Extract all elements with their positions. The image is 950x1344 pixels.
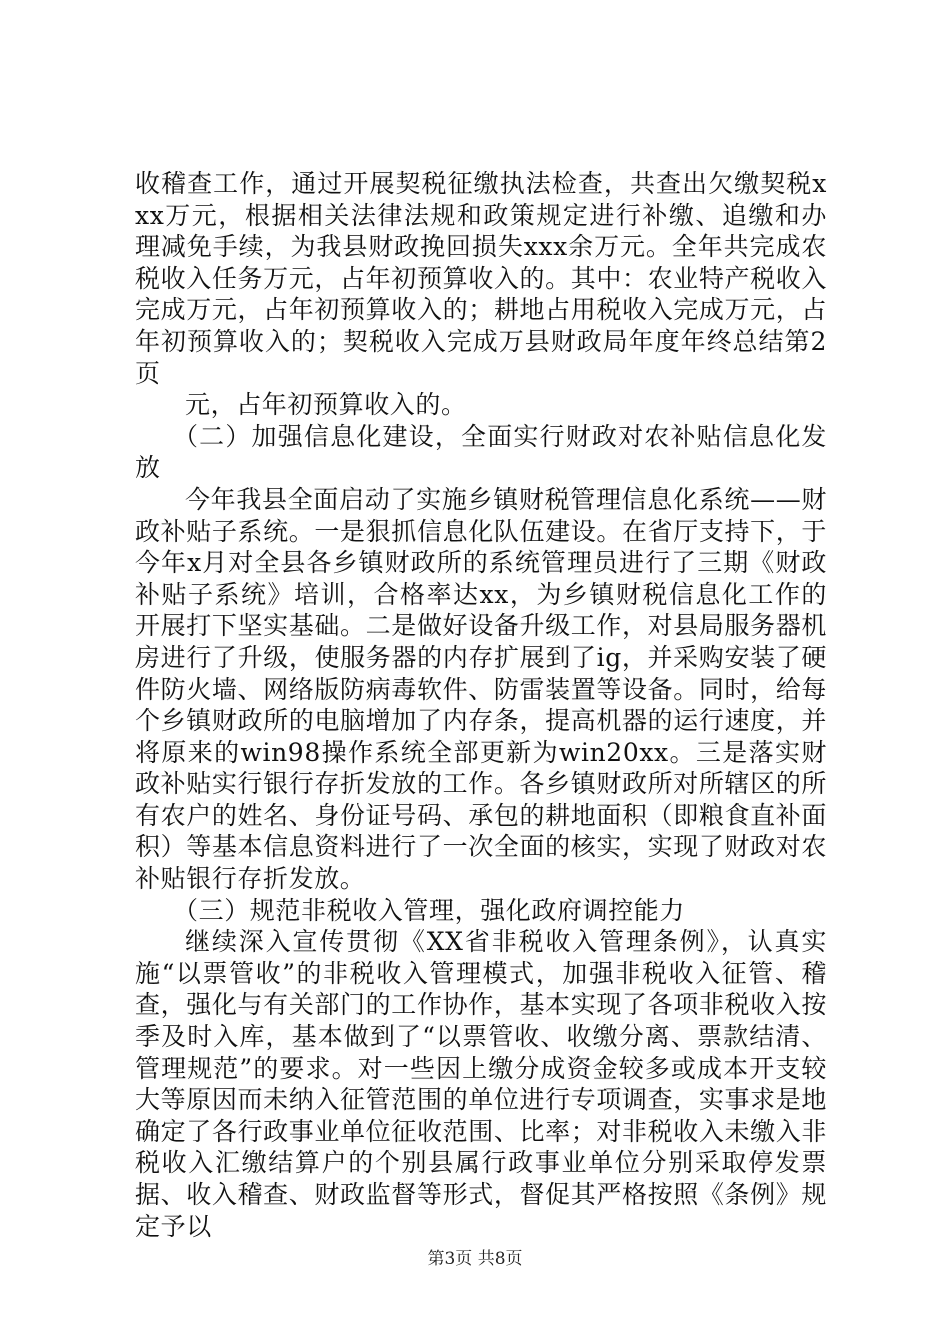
paragraph-continuation-end: 元，占年初预算收入的。 — [185, 390, 467, 420]
paragraph-informatization: 今年我县全面启动了实施乡镇财税管理信息化系统——财政补贴子系统。一是狠抓信息化队伍建设。在省厅支持下，于今年x月对全县各乡镇财政所的系统管理员进行了三期《财政补贴子系统》培训，合格率达xx，为乡镇财税信息化工作的开展打下坚实基础。二是做好设备升级工作，对县局服务器机房进行了升级，使服务器的内存扩展到了ig，并采购安装了硬件防火墙、网络版防病毒软件、防雷装置等设备。同时，给每个乡镇财政所的电脑增加了内存条，提高机器的运行速度，并将原来的win98操作系统全部更新为win20xx。三是落实财政补贴实行银行存折发放的工作。各乡镇财政所对所辖区的所有农户的姓名、身份证号码、承包的耕地面积（即粮食直补面积）等基本信息资料进行了一次全面的核实，实现了财政对农补贴银行存折发放。 — [135, 484, 827, 894]
paragraph-non-tax-revenue: 继续深入宣传贯彻《XX省非税收入管理条例》，认真实施“以票管收”的非税收入管理模式，加强非税收入征管、稽查，强化与有关部门的工作协作，基本实现了各项非税收入按季及时入库，基本做到了“以票管收、收缴分离、票款结清、管理规范”的要求。对一些因上缴分成资金较多或成本开支较大等原因而未纳入征管范围的单位进行专项调查，实事求是地确定了各行政事业单位征收范围、比率；对非税收入未缴入非税收入汇缴结算户的个别县属行政事业单位分别采取停发票据、收入稽查、财政监督等形式，督促其严格按照《条例》规定予以 — [135, 927, 827, 1241]
document-body — [135, 168, 827, 1242]
section-heading-2: （二）加强信息化建设，全面实行财政对农补贴信息化发放 — [135, 421, 827, 483]
page-number-footer: 第3页 共8页 — [427, 1249, 523, 1269]
paragraph-continuation: 收稽查工作，通过开展契税征缴执法检查，共查出欠缴契税xxx万元，根据相关法律法规和政策规定进行补缴、追缴和办理减免手续，为我县财政挽回损失xxx余万元。全年共完成农税收入任务万元，占年初预算收入的。其中：农业特产税收入完成万元，占年初预算收入的；耕地占用税收入完成万元，占年初预算收入的；契税收入完成万县财政局年度年终总结第2页 — [135, 169, 827, 388]
section-heading-3: （三）规范非税收入管理，强化政府调控能力 — [173, 895, 686, 925]
